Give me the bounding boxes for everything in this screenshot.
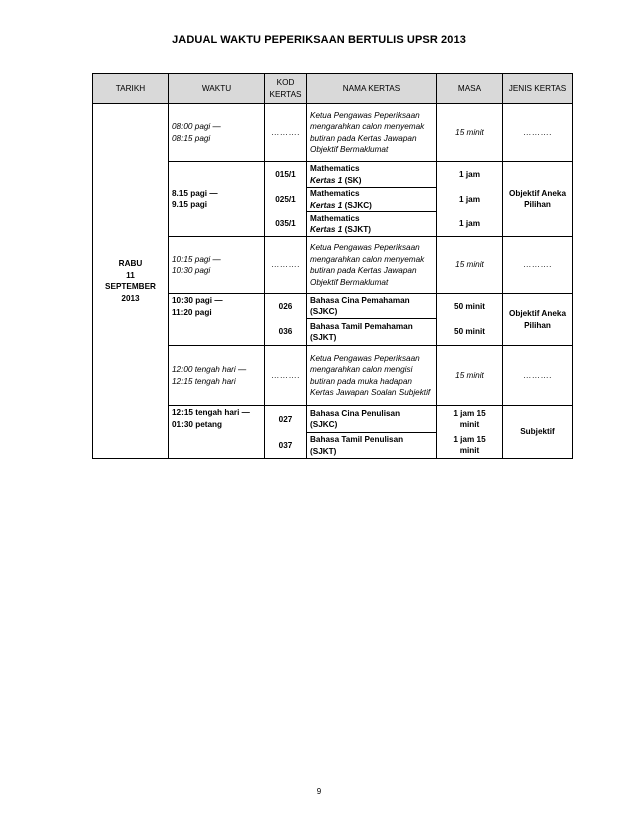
nama-cell: Mathematics Kertas 1 (SJKT) <box>307 212 437 237</box>
page-title: JADUAL WAKTU PEPERIKSAAN BERTULIS UPSR 2013 <box>172 34 466 46</box>
waktu-cell: 10:30 pagi — 11:20 pagi <box>169 294 265 346</box>
nama-cell: Bahasa Tamil Penulisan (SJKT) <box>307 433 437 459</box>
masa-cell: 15 minit <box>437 346 503 406</box>
kod-cell: ………. <box>265 104 307 162</box>
nama-cell: Ketua Pengawas Peperiksaan mengarahkan calon menyemak butiran pada Kertas Jawapan Objektif Bermaklumat <box>307 237 437 294</box>
date-cell <box>93 104 169 459</box>
header-masa: MASA <box>437 74 503 104</box>
nama-cell: Ketua Pengawas Peperiksaan mengarahkan calon menyemak butiran pada Kertas Jawapan Objektif Bermaklumat <box>307 104 437 162</box>
kod-cell: 025/1 <box>265 188 307 212</box>
date-day: RABU <box>118 259 143 268</box>
masa-cell: 15 minit <box>437 104 503 162</box>
header-waktu: WAKTU <box>169 74 265 104</box>
nama-cell: Mathematics Kertas 1 (SK) <box>307 162 437 188</box>
jenis-cell: Objektif Aneka Pilihan <box>503 162 573 237</box>
kod-cell: ………. <box>265 346 307 406</box>
kod-cell: 036 <box>265 319 307 346</box>
masa-cell: 50 minit <box>437 319 503 346</box>
kod-cell: ………. <box>265 237 307 294</box>
header-kod-kertas: KOD KERTAS <box>265 74 307 104</box>
kod-cell: 027 <box>265 406 307 433</box>
kod-cell: 026 <box>265 294 307 319</box>
waktu-cell: 08:00 pagi — 08:15 pagi <box>169 104 265 162</box>
jenis-cell: Subjektif <box>503 406 573 459</box>
table-row <box>93 104 573 162</box>
jenis-cell: ………. <box>503 346 573 406</box>
masa-cell: 15 minit <box>437 237 503 294</box>
waktu-cell: 12:00 tengah hari — 12:15 tengah hari <box>169 346 265 406</box>
masa-cell: 1 jam <box>437 162 503 188</box>
jenis-cell: Objektif Aneka Pilihan <box>503 294 573 346</box>
waktu-cell: 8.15 pagi — 9.15 pagi <box>169 162 265 237</box>
header-jenis-kertas: JENIS KERTAS <box>503 74 573 104</box>
date-year: 2013 <box>121 293 140 303</box>
waktu-cell: 10:15 pagi — 10:30 pagi <box>169 237 265 294</box>
nama-cell: Ketua Pengawas Peperiksaan mengarahkan calon mengisi butiran pada muka hadapan Kertas Jawapan Soalan Subjektif <box>307 346 437 406</box>
masa-cell: 50 minit <box>437 294 503 319</box>
masa-cell: 1 jam 15 minit <box>437 406 503 433</box>
masa-cell: 1 jam <box>437 212 503 237</box>
masa-cell: 1 jam <box>437 188 503 212</box>
nama-cell: Bahasa Cina Pemahaman (SJKC) <box>307 294 437 319</box>
waktu-cell: 12:15 tengah hari — 01:30 petang <box>169 406 265 459</box>
nama-cell: Bahasa Cina Penulisan (SJKC) <box>307 406 437 433</box>
header-tarikh: TARIKH <box>93 74 169 104</box>
page-number: 9 <box>316 787 322 796</box>
kod-cell: 035/1 <box>265 212 307 237</box>
kod-cell: 037 <box>265 433 307 459</box>
masa-cell: 1 jam 15 minit <box>437 433 503 459</box>
kod-cell: 015/1 <box>265 162 307 188</box>
header-nama-kertas: NAMA KERTAS <box>307 74 437 104</box>
exam-timetable <box>92 73 573 459</box>
jenis-cell: ………. <box>503 104 573 162</box>
date-number: 11 <box>126 270 135 280</box>
nama-cell: Bahasa Tamil Pemahaman (SJKT) <box>307 319 437 346</box>
jenis-cell: ………. <box>503 237 573 294</box>
date-month: SEPTEMBER <box>105 282 156 291</box>
header-row <box>93 74 573 104</box>
nama-cell: Mathematics Kertas 1 (SJKC) <box>307 188 437 212</box>
